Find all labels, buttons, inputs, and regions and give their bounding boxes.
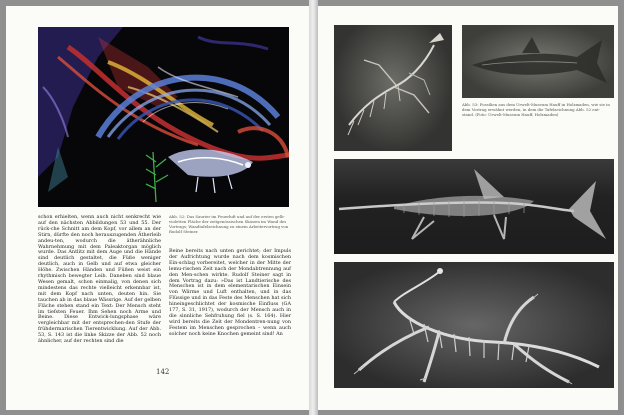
book-gutter: [309, 0, 318, 415]
fossil-photo-skeleton: [334, 25, 452, 151]
figure-caption-53: Abb. 53: Fossilien aus dem Urwelt-Museum Hauff in Holzmaden, wie sie in dem Vortrag erwähnt werden, in dem die Tafelzeichnung Abb. 52 ent-stand. (Foto: Urwelt-Museum Hauff, Holzmaden): [462, 102, 610, 117]
body-text: Beine bereits nach unten gerichtet; der Impuls der Aufrichtung wurde nach dem kosmischen Ein-schlag vorbereitet, welcher in der Mitte der lemu-rischen Zeit nach der Mondabtrennung auf den Men-schen wirkte. Rudolf Steiner sagt in dem Vortrag dazu: »Das ist Landtierische des Menschen ist in dem elementarischen Einsein von Wärme und Luft enthalten, und in das Flüssige und in das Feste des Menschen hat sich hineingeschlichtet der kosmische Einfluss (GA 177, S. 31, 1917), wodurch der Mensch auch in die sinnliche Sehfruhung fiel (s. S. 164). Hier wird bereits die Zeit der Mondentren-nung von Festem im Menschen gesprochen – wenn auch solcher noch keine Knochen gemeint sind! An: [169, 248, 291, 337]
chalkboard-drawing: [38, 27, 289, 207]
figure-caption-52: Abb. 52: Das Saurier im Feuerluft und auf der ersten gelb-violetten Fläche der zeitgenössischen Skizzen im Wand des Vortrags; Wandtafelzeichnung zu einem Arbeitervortrag von Rudolf Steiner.: [169, 214, 289, 234]
page-number: 142: [156, 368, 170, 376]
left-page-column-1: [38, 215, 161, 345]
fossil-photo-ichthyosaur: [334, 159, 614, 254]
left-page-column-2: [169, 249, 291, 338]
fossil-photo-fish: [462, 25, 614, 98]
fossil-photo-plesiosaur: [334, 262, 614, 388]
body-text: schon erhielten, wenn auch nicht senkrecht wie auf den nächsten Abbildungen 53 und 55. Der rück-che Schnitt am dem Kopf, vor allem an der Stirn, dürfte den noch herauszugenden Ätherleib andeu-ten, wodurch die ätherähnliche Wahrnehmung mit dem Paleaktorgan möglich wurde. Das Antlitz mit dem Auge und die Hände sind deutlich gestaltet, die Füße weniger deutlich, auch in Gelb und auf etwa gleicher Höhe. Zwischen Händen und Füßen weist ein rhythmisch bewegter Leib. Daneben sind blaue Wesen gemalt, schon einmalig, von denen sich mindestens das rechte vielleicht erkennbar ist, mit dem Kopf nach unten, deuten hin. Sie tauchen ab in das blaue Wässrige. Auf der gelben Fläche stehen stand ein Text: Der Mensch steht im tiefsten Feuer. Ihm Sehen noch Arme und Beine. Diese Entwick-lungsphase wäre vergleichbar mit der entsprechen-den Stufe der frühdermarischen Tierentwicklung. Auf der Abb. 53, S. 143 ist die linke Skizze der Abb. 52 noch ähnlicher, auf der rechten sind die: [38, 214, 162, 345]
